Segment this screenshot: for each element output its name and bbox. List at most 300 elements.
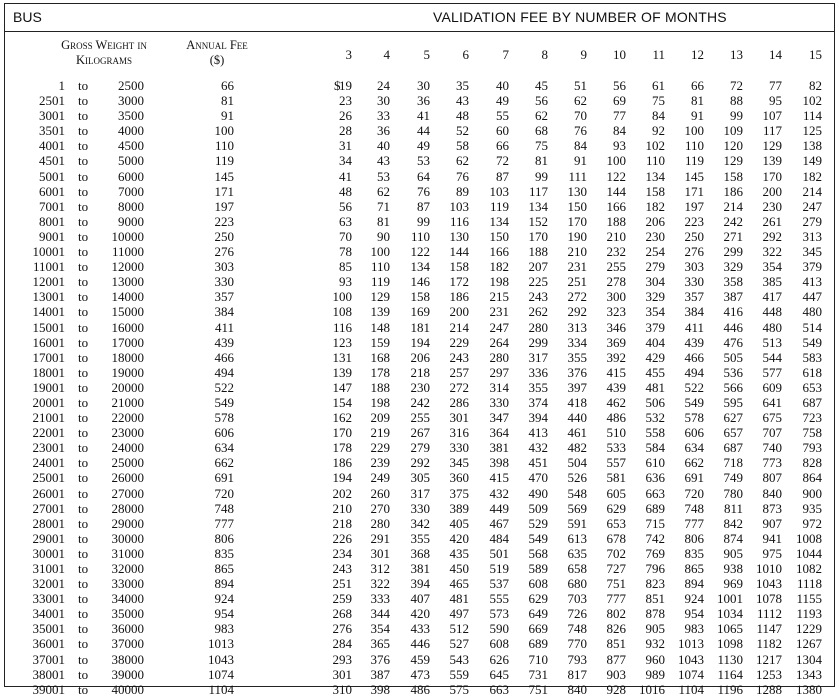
monthly-fee: 284	[332, 636, 352, 652]
monthly-fee: 387	[723, 289, 743, 305]
weight-to-word: to	[78, 198, 89, 214]
monthly-fee: 691	[684, 470, 704, 486]
monthly-fee: 608	[489, 636, 509, 652]
monthly-fee: 134	[528, 198, 548, 214]
monthly-fee: 226	[332, 530, 352, 546]
monthly-fee: 793	[567, 651, 587, 667]
weight-to-word: to	[78, 591, 89, 607]
table-row	[5, 531, 834, 546]
monthly-fee: 242	[410, 394, 430, 410]
monthly-fee: 398	[370, 681, 390, 697]
monthly-fee: 61	[652, 78, 665, 93]
monthly-fee: 239	[370, 455, 390, 471]
weight-from: 29001	[32, 530, 65, 546]
monthly-fee: 983	[684, 621, 704, 637]
monthly-fee: 634	[684, 440, 704, 456]
weight-from: 37001	[32, 651, 65, 667]
monthly-fee: 1193	[796, 606, 822, 622]
monthly-fee: 1343	[796, 666, 822, 682]
monthly-fee: 267	[410, 425, 430, 441]
monthly-fee: 557	[606, 455, 626, 471]
monthly-fee: 77	[613, 108, 626, 124]
weight-to-word: to	[78, 304, 89, 320]
monthly-fee: 569	[567, 500, 587, 516]
monthly-fee: 154	[332, 394, 352, 410]
monthly-fee: 280	[489, 349, 509, 365]
table-row	[5, 410, 834, 425]
weight-from: 13001	[32, 289, 65, 305]
table-row	[5, 380, 834, 395]
monthly-fee: 234	[332, 545, 352, 561]
monthly-fee: 329	[723, 259, 743, 275]
weight-from: 1	[58, 78, 65, 93]
weight-from: 32001	[32, 576, 65, 592]
monthly-fee: 158	[449, 259, 469, 275]
monthly-fee: 334	[567, 334, 587, 350]
monthly-fee: 254	[645, 244, 665, 260]
monthly-fee: 286	[449, 394, 469, 410]
monthly-fee: 230	[410, 379, 430, 395]
monthly-fee: 954	[684, 606, 704, 622]
monthly-fee: 194	[410, 334, 430, 350]
monthly-fee: 301	[332, 666, 352, 682]
monthly-fee: 608	[528, 576, 548, 592]
monthly-fee: 537	[489, 576, 509, 592]
monthly-fee: 182	[802, 168, 822, 184]
monthly-fee: 279	[802, 213, 822, 229]
annual-fee: 1104	[208, 681, 234, 697]
monthly-fee: 811	[723, 500, 743, 516]
monthly-fee: 257	[449, 364, 469, 380]
annual-fee: 954	[214, 606, 234, 622]
monthly-fee: 139	[762, 153, 782, 169]
annual-fee: 223	[214, 213, 234, 229]
monthly-fee: 314	[489, 379, 509, 395]
monthly-fee: 559	[449, 666, 469, 682]
weight-from: 11001	[32, 259, 65, 275]
monthly-fee: 181	[410, 319, 430, 335]
monthly-fee: 777	[684, 515, 704, 531]
monthly-fee: 543	[449, 651, 469, 667]
monthly-fee: 589	[528, 561, 548, 576]
annual-fee: 494	[214, 364, 234, 380]
monthly-fee: 703	[567, 591, 587, 607]
monthly-fee: 689	[645, 500, 665, 516]
monthly-fee: 461	[567, 425, 587, 441]
monthly-fee: 170	[332, 425, 352, 441]
monthly-fee: 629	[606, 500, 626, 516]
monthly-fee: 751	[528, 681, 548, 697]
monthly-fee: 100	[606, 153, 626, 169]
monthly-fee: 107	[762, 108, 782, 124]
weight-from: 21001	[32, 410, 65, 426]
monthly-fee: 114	[802, 108, 822, 124]
monthly-fee: 81	[691, 93, 704, 109]
monthly-fee: 209	[370, 410, 390, 426]
monthly-fee: 28	[339, 123, 352, 139]
monthly-fee: 186	[723, 183, 743, 199]
monthly-fee: 368	[410, 545, 430, 561]
monthly-fee: 398	[489, 455, 509, 471]
monthly-fee: 748	[684, 500, 704, 516]
monthly-fee: 345	[802, 244, 822, 260]
monthly-fee: 455	[645, 364, 665, 380]
monthly-fee: 122	[606, 168, 626, 184]
monthly-fee: 662	[684, 455, 704, 471]
monthly-fee: 129	[762, 138, 782, 154]
monthly-fee: 467	[489, 515, 509, 531]
monthly-fee: 649	[528, 606, 548, 622]
monthly-fee: 1043	[678, 651, 704, 667]
monthly-fee: 330	[489, 394, 509, 410]
monthly-fee: 514	[802, 319, 822, 335]
monthly-fee: 276	[332, 621, 352, 637]
monthly-fee: 375	[449, 485, 469, 501]
monthly-fee: 358	[723, 274, 743, 290]
monthly-fee: 411	[684, 319, 704, 335]
monthly-fee: 512	[449, 621, 469, 637]
monthly-fee: 465	[449, 576, 469, 592]
monthly-fee: 299	[723, 244, 743, 260]
monthly-fee: 932	[645, 636, 665, 652]
monthly-fee: 905	[645, 621, 665, 637]
monthly-fee: 568	[528, 545, 548, 561]
monthly-fee: 125	[802, 123, 822, 139]
table-row	[5, 667, 834, 682]
monthly-fee: 392	[606, 349, 626, 365]
monthly-fee: 748	[567, 621, 587, 637]
monthly-fee: 162	[332, 410, 352, 426]
weight-from: 27001	[32, 500, 65, 516]
monthly-fee: 111	[568, 168, 587, 184]
monthly-fee: 972	[802, 515, 822, 531]
monthly-fee: 903	[606, 666, 626, 682]
monthly-fee: 293	[332, 651, 352, 667]
monthly-fee: 595	[723, 394, 743, 410]
monthly-fee: 1013	[678, 636, 704, 652]
weight-to: 9000	[118, 213, 144, 229]
monthly-fee: 229	[449, 334, 469, 350]
monthly-fee: 102	[802, 93, 822, 109]
monthly-fee: 415	[489, 470, 509, 486]
monthly-fee: 549	[802, 334, 822, 350]
monthly-fee: 108	[332, 304, 352, 320]
monthly-fee: 198	[370, 394, 390, 410]
monthly-fee: 1078	[756, 591, 782, 607]
monthly-fee: 214	[723, 198, 743, 214]
annual-fee: 578	[214, 410, 234, 426]
monthly-fee: 93	[339, 274, 352, 290]
weight-to-word: to	[78, 244, 89, 260]
monthly-fee: 336	[528, 364, 548, 380]
monthly-fee: 420	[449, 530, 469, 546]
monthly-fee: 548	[567, 485, 587, 501]
monthly-fee: 207	[528, 259, 548, 275]
weight-to-word: to	[78, 379, 89, 395]
monthly-fee: 446	[723, 319, 743, 335]
monthly-fee: 93	[613, 138, 626, 154]
monthly-fee: 354	[370, 621, 390, 637]
monthly-fee: 1065	[717, 621, 743, 637]
annual-fee: 777	[214, 515, 234, 531]
monthly-fee: 470	[528, 470, 548, 486]
monthly-fee: 166	[606, 198, 626, 214]
monthly-fee: 134	[489, 213, 509, 229]
weight-to: 16000	[111, 319, 144, 335]
table-row	[5, 591, 834, 606]
monthly-fee: 272	[449, 379, 469, 395]
monthly-fee: 322	[370, 576, 390, 592]
monthly-fee: 198	[489, 274, 509, 290]
table-row	[5, 184, 834, 199]
annual-fee: 691	[214, 470, 234, 486]
monthly-fee: 134	[410, 259, 430, 275]
monthly-fee: 433	[410, 621, 430, 637]
monthly-fee: 84	[613, 123, 626, 139]
monthly-fee: 33	[377, 108, 390, 124]
monthly-fee: 780	[723, 485, 743, 501]
monthly-fee: 451	[528, 455, 548, 471]
weight-to: 36000	[111, 621, 144, 637]
monthly-fee: 989	[645, 666, 665, 682]
monthly-fee: 330	[684, 274, 704, 290]
monthly-fee: 259	[332, 591, 352, 607]
monthly-fee: 145	[684, 168, 704, 184]
monthly-fee: 466	[684, 349, 704, 365]
monthly-fee: 584	[645, 440, 665, 456]
monthly-fee: 439	[606, 379, 626, 395]
monthly-fee: 1104	[678, 681, 704, 697]
monthly-fee: 369	[606, 334, 626, 350]
weight-to-word: to	[78, 183, 89, 199]
monthly-fee: 69	[613, 93, 626, 109]
monthly-fee: 727	[606, 561, 626, 576]
monthly-fee: 404	[645, 334, 665, 350]
monthly-fee: 99	[417, 213, 430, 229]
monthly-fee: 935	[802, 500, 822, 516]
monthly-fee: 663	[645, 485, 665, 501]
monthly-fee: 435	[449, 545, 469, 561]
weight-to-word: to	[78, 681, 89, 697]
annual-fee: 171	[214, 183, 234, 199]
monthly-fee: 726	[567, 606, 587, 622]
monthly-fee: 329	[645, 289, 665, 305]
monthly-fee: 476	[723, 334, 743, 350]
weight-to: 34000	[111, 591, 144, 607]
monthly-fee: 591	[567, 515, 587, 531]
monthly-fee: 549	[684, 394, 704, 410]
monthly-fee: 75	[535, 138, 548, 154]
weight-to: 6000	[118, 168, 144, 184]
monthly-fee: 292	[410, 455, 430, 471]
monthly-fee: 613	[567, 530, 587, 546]
monthly-fee: 76	[456, 168, 469, 184]
monthly-fee: 330	[410, 500, 430, 516]
table-row	[5, 576, 834, 591]
annual-fee: 411	[214, 319, 234, 335]
monthly-fee: 385	[762, 274, 782, 290]
monthly-fee: 304	[645, 274, 665, 290]
monthly-fee: 122	[410, 244, 430, 260]
weight-to: 17000	[111, 334, 144, 350]
monthly-fee: 312	[370, 561, 390, 576]
monthly-fee: 657	[723, 425, 743, 441]
monthly-fee: 66	[496, 138, 509, 154]
monthly-fee: 159	[370, 334, 390, 350]
annual-fee: 303	[214, 259, 234, 275]
weight-to: 2500	[118, 78, 144, 93]
monthly-fee: 84	[574, 138, 587, 154]
table-row	[5, 470, 834, 485]
monthly-fee: 78	[339, 244, 352, 260]
weight-to: 12000	[111, 259, 144, 275]
table-row	[5, 214, 834, 229]
monthly-fee: 40	[496, 78, 509, 93]
monthly-fee: 188	[528, 244, 548, 260]
monthly-fee: 494	[684, 364, 704, 380]
monthly-fee: 718	[723, 455, 743, 471]
monthly-fee: 506	[645, 394, 665, 410]
weight-from: 33001	[32, 591, 65, 607]
monthly-fee: 230	[645, 228, 665, 244]
monthly-fee: 168	[370, 349, 390, 365]
monthly-fee: 663	[489, 681, 509, 697]
table-body	[5, 78, 834, 697]
month-header: 12	[691, 47, 704, 62]
monthly-fee: 95	[769, 93, 782, 109]
weight-to-word: to	[78, 213, 89, 229]
monthly-fee: 590	[489, 621, 509, 637]
monthly-fee: 243	[332, 561, 352, 576]
monthly-fee: 417	[762, 289, 782, 305]
monthly-fee: 558	[645, 425, 665, 441]
weight-to-word: to	[78, 123, 89, 139]
monthly-fee: 486	[606, 410, 626, 426]
monthly-fee: 645	[489, 666, 509, 682]
monthly-fee: 802	[606, 606, 626, 622]
weight-to: 32000	[111, 561, 144, 576]
monthly-fee: 941	[762, 530, 782, 546]
monthly-fee: 268	[332, 606, 352, 622]
weight-to: 15000	[111, 304, 144, 320]
monthly-fee: 578	[684, 410, 704, 426]
monthly-fee: 130	[567, 183, 587, 199]
weight-from: 28001	[32, 515, 65, 531]
weight-from: 14001	[32, 304, 65, 320]
monthly-fee: 71	[377, 198, 390, 214]
monthly-fee: 346	[606, 319, 626, 335]
monthly-fee: 81	[535, 153, 548, 169]
monthly-fee: 865	[684, 561, 704, 576]
weight-to: 37000	[111, 636, 144, 652]
table-row	[5, 123, 834, 138]
monthly-fee: 272	[567, 289, 587, 305]
monthly-fee: 45	[535, 78, 548, 93]
monthly-fee: 322	[762, 244, 782, 260]
monthly-fee: 103	[449, 198, 469, 214]
monthly-fee: 81	[377, 213, 390, 229]
monthly-fee: 109	[723, 123, 743, 139]
table-row	[5, 138, 834, 153]
weight-from: 7001	[39, 198, 65, 214]
monthly-fee: 449	[489, 500, 509, 516]
monthly-fee: 178	[332, 440, 352, 456]
monthly-fee: 504	[567, 455, 587, 471]
monthly-fee: 605	[606, 485, 626, 501]
weight-from: 17001	[32, 349, 65, 365]
table-row	[5, 652, 834, 667]
monthly-fee: 231	[489, 304, 509, 320]
monthly-fee: 158	[410, 289, 430, 305]
monthly-fee: 529	[528, 515, 548, 531]
annual-fee: 276	[214, 244, 234, 260]
monthly-fee: 35	[456, 78, 469, 93]
table-row	[5, 561, 834, 576]
table-row	[5, 486, 834, 501]
weight-to-word: to	[78, 651, 89, 667]
monthly-fee: 376	[370, 651, 390, 667]
monthly-fee: 522	[684, 379, 704, 395]
monthly-fee: 1098	[717, 636, 743, 652]
table-row	[5, 229, 834, 244]
table-row	[5, 501, 834, 516]
monthly-fee: 99	[730, 108, 743, 124]
table-row	[5, 78, 834, 93]
monthly-fee: 77	[769, 78, 782, 93]
monthly-fee: 147	[332, 379, 352, 395]
weight-to-word: to	[78, 455, 89, 471]
weight-to: 35000	[111, 606, 144, 622]
monthly-fee: 740	[762, 440, 782, 456]
monthly-fee: 264	[489, 334, 509, 350]
weight-to: 8000	[118, 198, 144, 214]
monthly-fee: 36	[377, 123, 390, 139]
monthly-fee: 100	[332, 289, 352, 305]
monthly-fee: 279	[410, 440, 430, 456]
monthly-fee: 218	[410, 364, 430, 380]
monthly-fee: 636	[645, 470, 665, 486]
monthly-fee: 62	[535, 108, 548, 124]
table-row	[5, 244, 834, 259]
monthly-fee: 835	[684, 545, 704, 561]
weight-to: 38000	[111, 651, 144, 667]
monthly-fee: 56	[535, 93, 548, 109]
monthly-fee: 48	[456, 108, 469, 124]
monthly-fee: 345	[449, 455, 469, 471]
monthly-fee: 317	[410, 485, 430, 501]
monthly-fee: 278	[606, 274, 626, 290]
weight-to: 20000	[111, 379, 144, 395]
monthly-fee: 432	[489, 485, 509, 501]
weight-from: 12001	[32, 274, 65, 290]
monthly-fee: 24	[377, 78, 390, 93]
annual-fee: 119	[214, 153, 234, 169]
weight-from: 26001	[32, 485, 65, 501]
weight-to: 40000	[111, 681, 144, 697]
weight-to: 11000	[111, 244, 144, 260]
monthly-fee: 675	[762, 410, 782, 426]
monthly-fee: 186	[449, 289, 469, 305]
monthly-fee: 303	[684, 259, 704, 275]
monthly-fee: 1267	[796, 636, 822, 652]
monthly-fee: 53	[417, 153, 430, 169]
monthly-fee: 1001	[717, 591, 743, 607]
annual-fee: 720	[214, 485, 234, 501]
monthly-fee: 1164	[717, 666, 743, 682]
monthly-fee: 129	[370, 289, 390, 305]
monthly-fee: 62	[574, 93, 587, 109]
weight-to: 33000	[111, 576, 144, 592]
